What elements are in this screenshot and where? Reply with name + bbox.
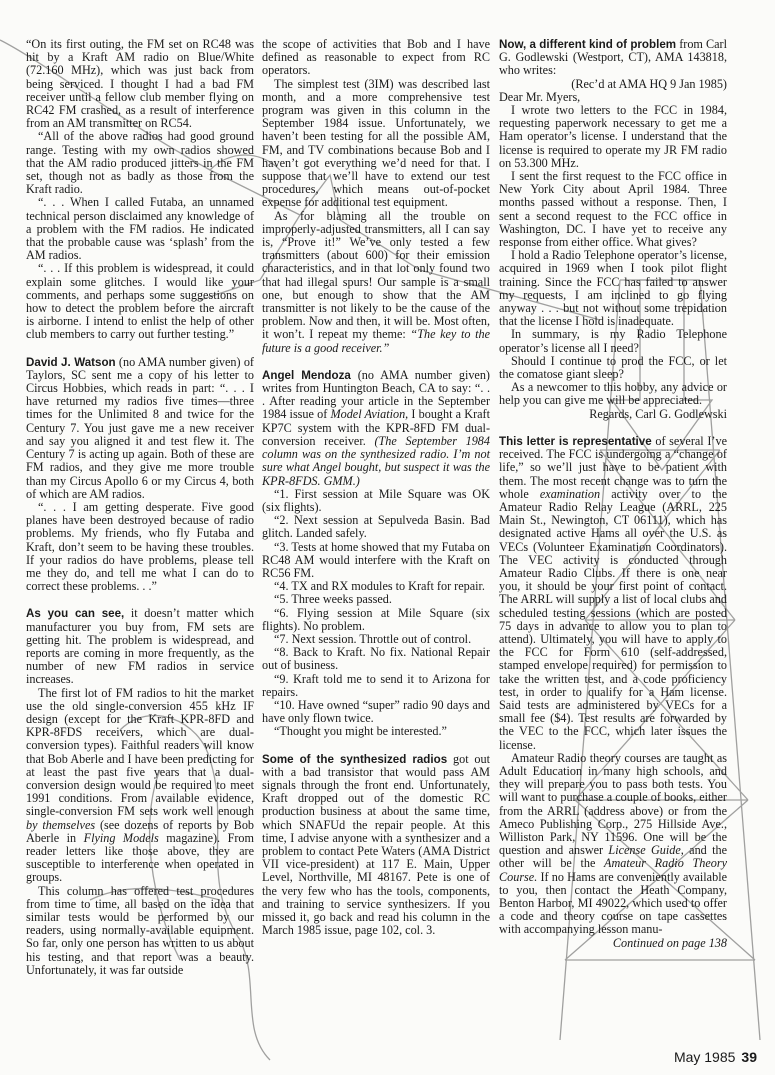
paragraph: This column has offered test procedures from time to time, all based on the idea that similar tests would be performed by our readers, using normally-available equipment. So far, only one person has written to us about his testing, and that report was a beauty. Unfortunately, it was far outside <box>26 883 254 977</box>
paragraph: The simplest test (3IM) was described last month, and a more comprehensive test program was given in this column in the September 1984 issue. Unfortunately, we haven’t been testing for all the possible AM, FM, and TV combinations because Bob and I haven’t got everything we’d need for that. I suppose that we’ll have to extend our test procedures, which means out-of-pocket expense for additional test equipment. <box>262 76 490 210</box>
list-item: “2. Next session at Sepulveda Basin. Bad glitch. Landed safely. <box>262 513 490 541</box>
list-item: “10. Have owned “super” radio 90 days and have only flown twice. <box>262 697 490 726</box>
paragraph: “. . . I am getting desperate. Five good planes have been destroyed because of radio problems. My friends, who fly Futaba and Kraft, don’t seem to be having these troubles. If your radios do have problems, please tell me they do, and tell me what I can do to correct these problems. . .” <box>26 499 254 594</box>
paragraph: As you can see, it doesn’t matter which manufacturer you buy from, FM sets are getting hit. The problem is widespread, and reports are coming in more frequently, as the number of new FM radios in service increases. <box>26 606 254 687</box>
page-number: 39 <box>741 1049 757 1065</box>
sign-off: Regards, Carl G. Godlewski <box>589 406 727 421</box>
page-footer <box>674 1049 757 1065</box>
paragraph: “On its first outing, the FM set on RC48 was hit by a Kraft AM radio on Blue/White (72.160 MHz), which was just back from being serviced. I thought I had a bad FM receiver until a fellow club member flying on RC42 FM crashed, as a result of interference from an AM transmitter on RC54. <box>26 37 254 131</box>
paragraph: the scope of activities that Bob and I have defined as reasonable to expect from RC operators. <box>262 37 490 78</box>
list-item: “4. TX and RX modules to Kraft for repair. <box>274 579 485 594</box>
column-1 <box>26 38 254 977</box>
list-item: “6. Flying session at Mile Square (six flights). No problem. <box>262 605 490 633</box>
paragraph: David J. Watson (no AMA number given) of Taylors, SC sent me a copy of his letter to Circus Hobbies, which reads in part: “. . . I have returned my radios five times—three times for the Unlimited 8 and twice for the Century 7. You just gave me a new receiver and say you aligned it and test flew it. The Century 7 is acting up again. Both of these are FM radios, and they give me more trouble than my Circus Apollo 6 or my Circus 4, both of which are AM radios. <box>26 354 254 501</box>
lead-in: As you can see, <box>26 607 125 621</box>
paragraph: Angel Mendoza (no AMA number given) writes from Huntington Beach, CA to say: “. . . After reading your article in the September 1984 issue of Model Aviation, I bought a Kraft KP7C system with the KPR-8FD FM dual-conversion receiver. (The September 1984 column was on the synthesized radio. I’m not sure what Angel bought, but suspect it was the KPR-8FDS. GMM.) <box>262 367 490 488</box>
list-item: “9. Kraft told me to send it to Arizona for repairs. <box>262 671 490 699</box>
continued-note: Continued on page 138 <box>612 935 727 950</box>
column-2 <box>262 38 490 937</box>
list-item: “8. Back to Kraft. No fix. National Repair out of business. <box>262 645 490 673</box>
paragraph: In summary, is my Radio Telephone operator’s license all I need? <box>499 327 727 355</box>
paragraph: Amateur Radio theory courses are taught as Adult Education in many high schools, and they will prepare you to pass both tests. You will want to purchase a couple of books, either from the ARRL (address above) or from the Ameco Publishing Corp., 275 Hillside Ave., Williston Park, NY 11596. One will be the question and answer License Guide, and the other will be the Amateur Radio Theory Course. If no Hams are conveniently available to you, then contact the Heath Company, Benton Harbor, MI 49022, which used to offer a code and theory course on tape cassettes with accompanying lesson manu- <box>499 750 727 937</box>
lead-in: Some of the synthesized radios <box>262 752 448 766</box>
lead-in: This letter is representative <box>499 434 652 448</box>
lead-in: Now, a different kind of problem <box>499 38 677 51</box>
paragraph: Should I continue to prod the FCC, or let the comatose giant sleep? <box>499 353 727 382</box>
issue-date: May 1985 <box>673 1049 736 1065</box>
paragraph: Now, a different kind of problem from Carl G. Godlewski (Westport, CT), AMA 143818, who writes: <box>499 37 727 78</box>
paragraph: I sent the first request to the FCC office in New York City about April 1984. Three months passed without a response. Then, I sent a second request to the FCC office in Washington, DC. I have yet to receive any response from either office. What gives? <box>499 169 727 250</box>
salutation: Dear Mr. Myers, <box>499 89 581 104</box>
paragraph: The first lot of FM radios to hit the market use the old single-conversion 455 kHz IF design (except for the Kraft KPR-8FD and KPR-8FDS receivers, which are dual-conversion types). Faithful readers will know that Bob Aberle and I have been predicting for at least the past five years that a dual-conversion design would be required to meet 1991 conditions. From available evidence, single-conversion FM sets work well enough by themselves (see dozens of reports by Bob Aberle in Flying Models magazine). From reader letters like those above, they are susceptible to interference when operated in groups. <box>26 685 255 885</box>
paragraph: This letter is representative of several I’ve received. The FCC is undergoing a “change of life,” so we’ll just have to be patient with them. The most recent change was to turn the whole examination activity over to the Amateur Radio Relay League (ARRL, 225 Main St., Newington, CT 06111), which has designated active Hams all over the U.S. as VECs (Volunteer Examination Coordinators). The VEC activity is conducted through Amateur Radio Clubs. If there is one near you, it should be your first point of contact. The ARRL will supply a list of local clubs and scheduled testing sessions (which are posted 75 days in advance to allow you to plan to attend). Ultimately, you will have to apply to the FCC for Form 610 (self-addressed, stamped envelope required) for permission to take the written test, and a code proficiency test, in order to qualify for a Ham license. Said tests are administered by VECs for a small fee ($4). Test results are forwarded by the VEC to the FCC, which later issues the license. <box>499 433 728 752</box>
paragraph: As a newcomer to this hobby, any advice or help you can give me will be appreciated. <box>499 380 727 408</box>
lead-in: Angel Mendoza <box>262 368 351 382</box>
list-item: “3. Tests at home showed that my Futaba on RC48 AM would interfere with the Kraft on RC56 FM. <box>262 539 490 580</box>
list-item: “1. First session at Mile Square was OK (six flights). <box>262 486 490 514</box>
list-item: “Thought you might be interested.” <box>274 724 447 739</box>
paragraph: I hold a Radio Telephone operator’s license, acquired in 1969 when I took pilot flight training. Since the FCC has failed to answer my requests, I am inclined to go flying anyway . . . but not without some trepidation that the license I hold is inadequate. <box>499 248 727 329</box>
paragraph: “. . . When I called Futaba, an unnamed technical person disclaimed any knowledge of a problem with the FM radios. He indicated that the probable cause was ‘splash’ from the AM radios. <box>26 195 254 263</box>
paragraph: “All of the above radios had good ground range. Testing with my own radios showed that the AM radio produced jitters in the FM set, though not as badly as those from the Kraft radio. <box>26 129 254 197</box>
paragraph: I wrote two letters to the FCC in 1984, requesting paperwork necessary to get me a Ham operator’s license. I understand that the license is required to operate my JR FM radio on 53.300 MHz. <box>499 103 727 170</box>
lead-in: David J. Watson <box>26 355 116 369</box>
paragraph: “. . . If this problem is widespread, it could explain some glitches. I would like your comments, and perhaps some suggestions on how to detect the problem before the aircraft is airborne. I intend to enlist the help of other club members to carry out further testing.” <box>26 261 254 342</box>
list-item: “7. Next session. Throttle out of control. <box>274 631 472 646</box>
column-3 <box>499 38 727 950</box>
paragraph: As for blaming all the trouble on improperly-adjusted transmitters, all I can say is, “Prove it!” We’ve only tested a few transmitters (about 600) for their emission characteristics, and in that lot only found two that had illegal spurs! Our sample is a small one, but enough to show that the AM transmitter is not likely to be the cause of the problem. Now and then, it will be. Most often, it won’t. I repeat my theme: “The key to the future is a good receiver.” <box>262 208 490 355</box>
list-item: “5. Three weeks passed. <box>274 592 392 607</box>
received-date: (Rec’d at AMA HQ 9 Jan 1985) <box>571 76 727 91</box>
paragraph: Some of the synthesized radios got out with a bad transistor that would pass AM signals through the front end. Unfortunately, Kraft dropped out of the domestic RC production business at about the same time, which SNAFUd the repair people. At this time, I advise anyone with a synthesizer and a problem to contact Pete Waters (AMA District VII vice-president) at 117 E. Main, Upper Level, Northville, MI 48167. Pete is one of the very few who has the tools, components, and training to service synthesizers. If you missed it, go back and read his column in the March 1985 issue, page 102, col. 3. <box>262 751 490 938</box>
